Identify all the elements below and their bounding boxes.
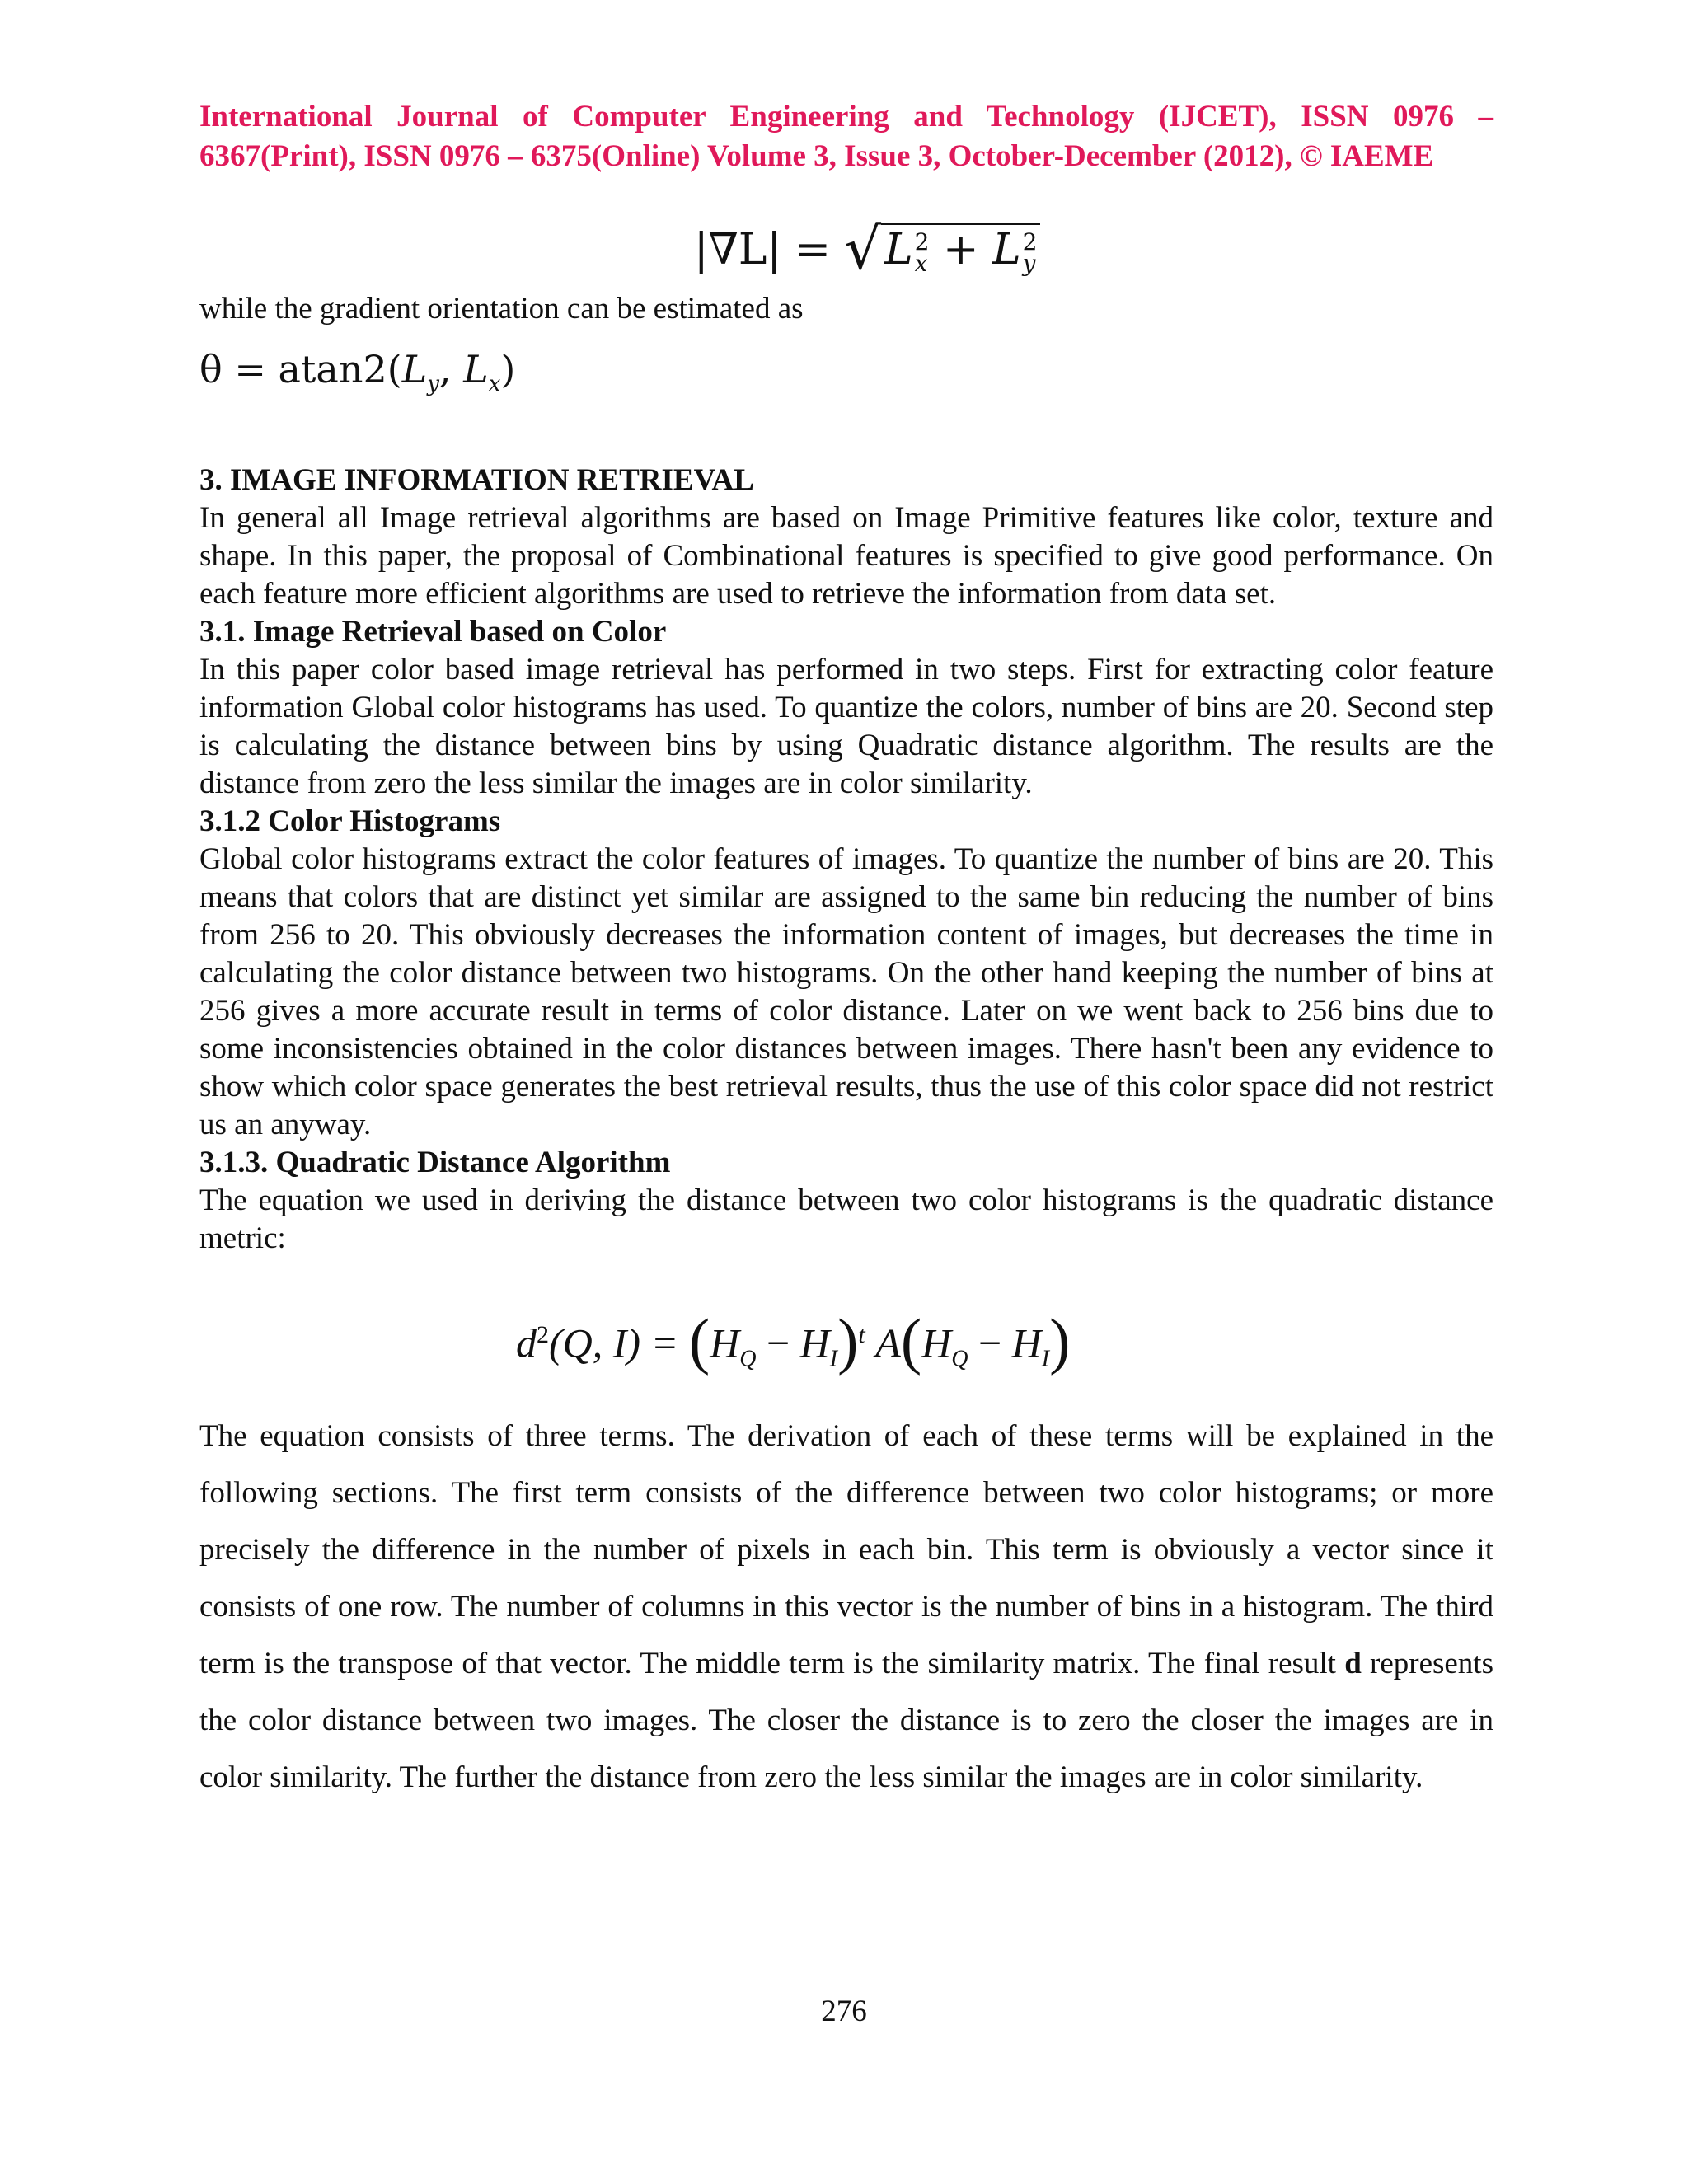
journal-header-line-1: International Journal of Computer Engineering and Technology (IJCET), ISSN 0976 – xyxy=(199,100,1493,134)
radicand xyxy=(881,223,1040,277)
final-paragraph-block xyxy=(199,1408,1493,1806)
sub-y: y xyxy=(427,372,439,397)
quadratic-distance-equation xyxy=(516,1302,1070,1393)
close-paren: ) xyxy=(500,347,516,391)
var-h-i: H xyxy=(799,1319,830,1366)
var-l-x: L xyxy=(884,225,913,274)
section-3 xyxy=(199,462,1493,1258)
script-x xyxy=(914,227,930,277)
var-a: A xyxy=(875,1319,901,1366)
var-l-y: L xyxy=(992,225,1021,274)
minus: − xyxy=(756,1319,800,1366)
var-h-q: H xyxy=(921,1319,952,1366)
intro-block xyxy=(199,290,1493,328)
open-paren: ( xyxy=(688,1306,710,1376)
section-3-1-2-text: Global color histograms extract the color features of images. To quantize the number of bins are 20. This means that colors that are distinct yet similar are assigned to the same bin reducing the number of bins from 256 to 20. This obviously decreases the information content of images, but decreases the time in calculating the color distance between two histograms. On the other hand keeping the number of bins at 256 gives a more accurate result in terms of color distance. Later on we went back to 256 bins due to some inconsistencies obtained in the color distances between images. There hasn't been any evidence to show which color space generates the best retrieval results, thus the use of this color space did not restrict us an anyway. xyxy=(199,842,1493,1141)
sub-q: Q xyxy=(739,1346,757,1372)
section-3-1-3-heading: 3.1.3. Quadratic Distance Algorithm xyxy=(199,1146,671,1179)
section-3-1-text: In this paper color based image retrieval has performed in two steps. First for extracting color feature information Global color histograms has used. To quantize the colors, number of bins are 20. Second step is calculating the distance between bins by using Quadratic distance algorithm. The results are the distance from zero the less similar the images are in color similarity. xyxy=(199,653,1493,800)
exp: 2 xyxy=(914,227,930,255)
close-paren: ) xyxy=(1049,1306,1071,1376)
exp-2: 2 xyxy=(537,1321,549,1348)
script-y xyxy=(1022,227,1038,277)
journal-header-line-2: 6367(Print), ISSN 0976 – 6375(Online) Volume 3, Issue 3, October-December (2012), © IAEME xyxy=(199,139,1434,173)
eq-lhs: |∇L| = xyxy=(694,225,831,274)
sub-i: I xyxy=(829,1346,838,1372)
intro-text: while the gradient orientation can be estimated as xyxy=(199,292,804,326)
final-bold-d: d xyxy=(1344,1647,1362,1680)
comma: , xyxy=(438,347,464,391)
sub-x: x xyxy=(488,372,501,397)
section-3-1-heading: 3.1. Image Retrieval based on Color xyxy=(199,615,667,649)
gradient-magnitude-equation xyxy=(694,216,1040,283)
sub-q: Q xyxy=(951,1346,968,1372)
var-h-i: H xyxy=(1011,1319,1042,1366)
open-paren: ( xyxy=(900,1306,922,1376)
exp: 2 xyxy=(1022,227,1038,255)
final-text-before: The equation consists of three terms. The derivation of each of these terms will be explained in the following sections. The first term consists of the difference between two color histograms; or more precisely the difference in the number of pixels in each bin. This term is obviously a vector since it consists of one row. The number of columns in this vector is the number of bins in a histogram. The third term is the transpose of that vector. The middle term is the similarity matrix. The final result xyxy=(199,1419,1493,1680)
journal-header xyxy=(199,97,1493,176)
sub-i: I xyxy=(1041,1346,1050,1372)
sub-y: y xyxy=(1022,249,1036,277)
close-paren: ) xyxy=(837,1306,859,1376)
var-h-q: H xyxy=(710,1319,740,1366)
var-d: d xyxy=(516,1319,537,1366)
section-3-text: In general all Image retrieval algorithms are based on Image Primitive features like color, texture and shape. In this paper, the proposal of Combinational features is specified to give good performance. On each feature more efficient algorithms are used to retrieve the information from data set. xyxy=(199,501,1493,611)
transpose-t: t xyxy=(858,1321,865,1348)
var-l: L xyxy=(401,347,428,391)
section-3-1-3-text: The equation we used in deriving the distance between two color histograms is the quadratic distance metric: xyxy=(199,1183,1493,1255)
args: (Q, I) = xyxy=(549,1319,679,1366)
eq-theta-lhs: θ = atan2( xyxy=(199,347,402,391)
page-number: 276 xyxy=(821,1994,867,2028)
section-3-1-2-heading: 3.1.2 Color Histograms xyxy=(199,804,501,838)
section-3-heading: 3. IMAGE INFORMATION RETRIEVAL xyxy=(199,463,754,497)
plus-sign: + xyxy=(943,225,979,274)
sqrt-symbol: √ xyxy=(844,215,882,283)
minus: − xyxy=(968,1319,1012,1366)
orientation-equation xyxy=(199,344,515,409)
var-l: L xyxy=(463,347,489,391)
sub-x: x xyxy=(914,249,928,277)
final-paragraph xyxy=(199,1408,1493,1806)
final-text-after: represents the color distance between two images. The closer the distance is to zero the closer the images are in color similarity. The further the distance from zero the less similar the images are in color similarity. xyxy=(199,1647,1493,1794)
